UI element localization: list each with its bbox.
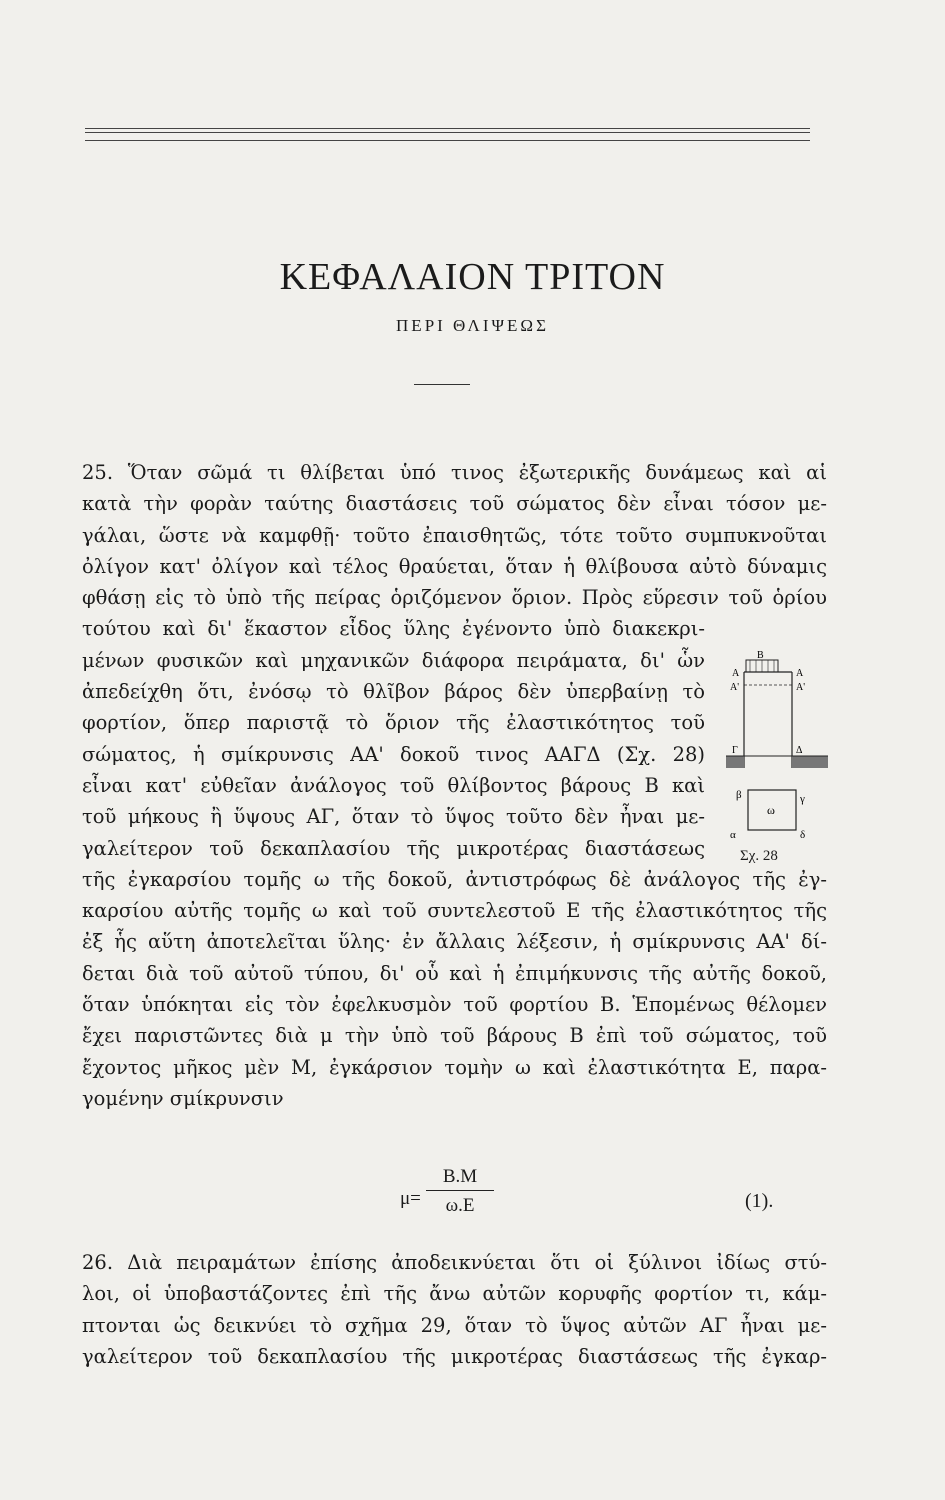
text-line: ὀλίγον κατ' ὀλίγον καὶ τέλος θραύεται, ὅταν ἡ θλίβουσα αὐτὸ δύναμις <box>82 554 827 578</box>
text-line: λοι, οἱ ὑποβαστάζοντες ἐπὶ τῆς ἄνω αὐτῶν κορυφῆς φορτίον τι, κάμ- <box>82 1282 827 1306</box>
text-line: τοῦ μήκους ἢ ὕψους ΑΓ, ὅταν τὸ ὕψος τοῦτο δὲν ἦναι με- <box>82 805 705 829</box>
text-line: μένων φυσικῶν καὶ μηχανικῶν διάφορα πειράματα, δι' ὧν <box>82 648 705 672</box>
label-beta: β <box>736 789 742 801</box>
text-line: σώματος, ἡ σμίκρυνσις ΑΑ' δοκοῦ τινος ΑΑΓΔ (Σχ. 28) <box>82 742 705 766</box>
text-line: γομένην σμίκρυνσιν <box>82 1086 284 1110</box>
ground-left <box>726 756 744 768</box>
label-A-right: A <box>796 668 804 679</box>
figure-caption: Σχ. 28 <box>740 848 778 864</box>
text-line: καρσίου αὐτῆς τομῆς ω καὶ τοῦ συντελεστοῦ Ε τῆς ἐλαστικότητος τῆς <box>82 899 827 923</box>
text-line: γαλείτερον τοῦ δεκαπλασίου τῆς μικροτέρας διαστάσεως <box>82 836 705 860</box>
paragraph-26 <box>82 1247 827 1372</box>
text-line: δεται διὰ τοῦ αὐτοῦ τύπου, δι' οὗ καὶ ἡ ἐπιμήκυνσις τῆς αὐτῆς δοκοῦ, <box>82 961 827 985</box>
title-divider <box>414 384 470 385</box>
text-line: πτονται ὡς δεικνύει τὸ σχῆμα 29, ὅταν τὸ ὕψος αὐτῶν ΑΓ ἦναι με- <box>82 1313 827 1337</box>
label-gamma-small: γ <box>800 793 805 805</box>
top-rule-2 <box>85 132 810 133</box>
equation-number: (1). <box>745 1190 774 1212</box>
formula-numerator: B.M <box>426 1166 494 1191</box>
text-line: ἔχοντος μῆκος μὲν Μ, ἐγκάρσιον τομὴν ω καὶ ἐλαστικότητα Ε, παρα- <box>82 1055 827 1079</box>
text-line: ἔχει παριστῶντες διὰ μ τὴν ὑπὸ τοῦ βάρους Β ἐπὶ τοῦ σώματος, τοῦ <box>82 1024 827 1048</box>
figure-28 <box>716 648 836 880</box>
label-Delta: Δ <box>796 745 803 756</box>
text-line: τούτου καὶ δι' ἕκαστον εἶδος ὕλης ἐγένοντο ὑπὸ διακεκρι- <box>82 617 705 641</box>
label-delta-small: δ <box>800 829 806 841</box>
label-B: B <box>757 650 764 661</box>
text-line: ὅταν ὑπόκηται εἰς τὸν ἐφελκυσμὸν τοῦ φορτίου Β. Ἑπομένως θέλομεν <box>82 993 827 1017</box>
formula-fraction <box>426 1166 494 1217</box>
label-omega: ω <box>767 803 775 817</box>
text-line: 25. Ὅταν σῶμά τι θλίβεται ὑπό τινος ἐξωτερικῆς δυνάμεως καὶ αἱ <box>82 461 827 484</box>
text-line: φορτίον, ὅπερ παριστᾷ τὸ ὅριον τῆς ἐλαστικότητος τοῦ <box>82 711 705 735</box>
text-line: τῆς ἐγκαρσίου τομῆς ω τῆς δοκοῦ, ἀντιστρόφως δὲ ἀνάλογος τῆς ἐγ- <box>82 867 827 891</box>
text-line: γάλαι, ὥστε νὰ καμφθῇ· τοῦτο ἐπαισθητῶς, τότε τοῦτο συμπυκνοῦται <box>82 523 827 547</box>
chapter-title: ΚΕΦΑΛΑΙΟΝ ΤΡΙΤΟΝ <box>279 256 666 299</box>
label-Gamma: Γ <box>732 745 738 756</box>
text-line: γαλείτερον τοῦ δεκαπλασίου τῆς μικροτέρας διαστάσεως τῆς ἐγκαρ- <box>82 1344 827 1368</box>
text-line: ἐξ ἧς αὕτη ἀποτελεῖται ὕλης· ἐν ἄλλαις λέξεσιν, ἡ σμίκρυνσις ΑΑ' δί- <box>82 930 827 954</box>
label-A-prime-left: A' <box>730 682 740 693</box>
figure-28-drawing <box>716 648 836 848</box>
text-line: ἀπεδείχθη ὅτι, ἐνόσῳ τὸ θλῖβον βάρος δὲν ὑπερβαίνῃ τὸ <box>82 680 705 704</box>
chapter-subtitle: ΠΕΡΙ ΘΛΙΨΕΩΣ <box>396 316 549 335</box>
formula-lhs: μ= <box>400 1188 421 1209</box>
text-line: κατὰ τὴν φορὰν ταύτης διαστάσεις τοῦ σώματος δὲν εἶναι τόσον με- <box>82 492 827 516</box>
ground-right <box>792 756 828 768</box>
label-alpha: α <box>730 829 736 841</box>
text-line: εἶναι κατ' εὐθεῖαν ἀνάλογος τοῦ θλίβοντος βάρους Β καὶ <box>82 773 705 797</box>
label-A-left: A <box>732 668 740 679</box>
top-rule-3 <box>85 140 810 141</box>
formula-denominator: ω.E <box>445 1195 475 1216</box>
text-line: φθάσῃ εἰς τὸ ὑπὸ τῆς πείρας ὁριζόμενον ὅριον. Πρὸς εὕρεσιν τοῦ ὁρίου <box>82 586 827 610</box>
top-rule-1 <box>85 128 810 129</box>
label-A-prime-right: A' <box>796 682 806 693</box>
text-line: 26. Διὰ πειραμάτων ἐπίσης ἀποδεικνύεται ὅτι οἱ ξύλινοι ἰδίως στύ- <box>82 1251 827 1274</box>
